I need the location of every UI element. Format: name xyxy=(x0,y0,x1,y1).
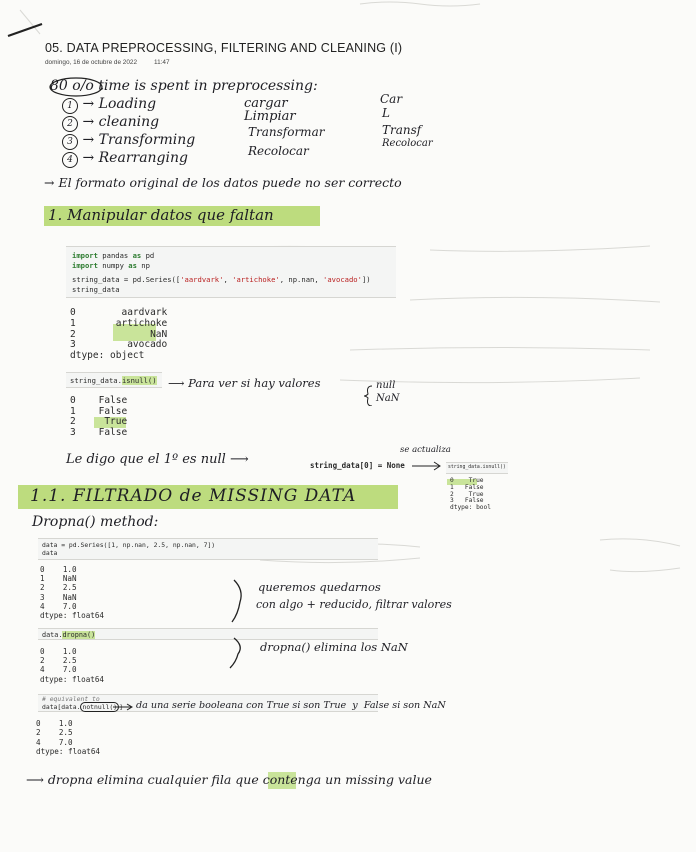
percent-line: 80 o/o time is spent in preprocessing: xyxy=(50,78,318,94)
output-line: 2 2.5 xyxy=(36,728,73,738)
output-line: 2 2.5 xyxy=(40,583,77,593)
arrow-icon: → xyxy=(44,175,59,190)
code-string: 'artichoke' xyxy=(232,275,280,285)
output-line: 3 NaN xyxy=(40,592,77,602)
isnull-note-text: Para ver si hay valores xyxy=(188,376,321,390)
output-4 xyxy=(40,647,104,684)
step-en: Rearranging xyxy=(98,150,188,166)
output-line: 0 1.0 xyxy=(36,719,73,728)
note-c: da una serie booleana con True si son True y False si son NaN xyxy=(136,700,446,711)
output-3 xyxy=(40,565,104,620)
step-4-abbr: Recolocar xyxy=(382,138,433,149)
note-a1: queremos quedarnos xyxy=(258,580,381,594)
isnull-note xyxy=(168,376,321,390)
step-3 xyxy=(62,132,195,150)
step-num: 4 xyxy=(62,152,78,168)
pen-stroke-icon xyxy=(6,20,46,42)
code-keyword: as xyxy=(128,260,137,270)
output-line: 0 False xyxy=(70,395,128,406)
page-title: 05. DATA PREPROCESSING, FILTERING AND CLEANING (I) xyxy=(45,41,403,55)
step-num: 3 xyxy=(62,134,78,150)
output-line: 4 7.0 xyxy=(40,665,77,675)
updated-note: se actualiza xyxy=(400,445,451,455)
code-cell-isnull xyxy=(66,372,162,388)
code-text: , xyxy=(223,275,233,285)
arrow-icon: ⟶ xyxy=(229,452,249,467)
output-line: 0 True xyxy=(450,477,484,484)
output-line: dtype: float64 xyxy=(40,611,105,621)
step-num: 2 xyxy=(62,116,78,132)
section11-heading: 1.1. FILTRADO de MISSING DATA xyxy=(30,486,357,506)
output-line: dtype: float64 xyxy=(36,747,101,757)
assign-note-text: Le digo que el 1º es null xyxy=(66,452,226,467)
notnull-circled: notnull() xyxy=(82,703,118,711)
format-note xyxy=(44,175,402,190)
code-text: pandas xyxy=(97,251,133,260)
output-line: 4 7.0 xyxy=(36,737,73,747)
code-comment: # equivalent to xyxy=(42,695,100,703)
output-line: 3 False xyxy=(450,497,484,505)
code-line: data = pd.Series([1, np.nan, 2.5, np.nan, 7]) xyxy=(42,541,216,549)
arrow-right-icon xyxy=(112,702,136,712)
arrow-icon: ⟶ xyxy=(26,772,48,787)
step-en: Loading xyxy=(98,96,157,112)
output-line: 2 2.5 xyxy=(40,656,77,666)
code-line-2 xyxy=(72,261,390,271)
code-line: data xyxy=(42,549,58,557)
step-3-abbr: Transf xyxy=(382,123,422,137)
isnull-note-null: null xyxy=(376,380,396,391)
code-line-1 xyxy=(72,251,390,261)
code-text: data. xyxy=(42,631,63,639)
output-line: 3 avocado xyxy=(70,339,168,351)
code-cell-2 xyxy=(38,538,378,560)
step-1 xyxy=(62,96,156,114)
code-keyword: import xyxy=(72,260,98,270)
step-num: 1 xyxy=(62,98,78,114)
output-line: dtype: object xyxy=(70,350,145,362)
code-keyword: import xyxy=(72,251,98,260)
arrow-icon: → xyxy=(82,114,95,130)
step-2 xyxy=(62,114,159,132)
output-line: 0 1.0 xyxy=(40,565,77,574)
arrow-icon: ⟶ xyxy=(168,376,189,390)
code-line: data[data. notnull() ] xyxy=(42,703,123,711)
arrow-icon: → xyxy=(82,96,95,112)
arrow-icon: → xyxy=(82,150,95,166)
assign-code: string_data[0] = None xyxy=(310,461,405,470)
output-1 xyxy=(70,308,167,362)
step-4 xyxy=(62,150,188,168)
note-b: dropna() elimina los NaN xyxy=(260,640,408,654)
output-line: 1 False xyxy=(70,405,128,417)
code-string: 'avocado' xyxy=(323,275,362,285)
code-cell-1 xyxy=(66,246,396,298)
code-keyword: as xyxy=(132,251,142,260)
code-cell-3 xyxy=(38,628,378,640)
step-2-abbr: L xyxy=(382,106,390,120)
code-text: numpy xyxy=(97,260,129,270)
isnull-note-nan: NaN xyxy=(376,393,400,404)
output-line: 0 aardvark xyxy=(70,307,168,318)
arrow-right-icon xyxy=(410,460,444,472)
bracket-icon xyxy=(228,578,248,626)
step-4-es: Recolocar xyxy=(248,144,309,158)
format-note-text: El formato original de los datos puede no ser correcto xyxy=(58,175,402,190)
code-text: string_data = pd.Series([ xyxy=(72,275,181,285)
step-1-abbr: Car xyxy=(380,92,403,106)
output-5 xyxy=(36,719,100,757)
code-text: , np.nan, xyxy=(279,275,324,285)
output-line: dtype: float64 xyxy=(40,674,105,684)
code-text: ]) xyxy=(361,275,371,285)
mini-code-cell: string_data.isnull() xyxy=(446,462,508,474)
code-text: pd xyxy=(141,251,155,260)
step-2-es: Limpiar xyxy=(244,109,296,124)
output-line: 1 False xyxy=(450,483,484,491)
final-note-text: dropna elimina cualquier fila que contenga un missing value xyxy=(47,772,432,787)
code-line-4: string_data xyxy=(72,284,120,294)
output-line: 1 artichoke xyxy=(70,317,168,329)
step-1-es: cargar xyxy=(244,96,288,111)
output-line: 2 True xyxy=(70,416,128,427)
output-2 xyxy=(70,396,127,438)
output-line: 0 1.0 xyxy=(40,647,77,656)
output-line: dtype: bool xyxy=(450,504,491,512)
final-note xyxy=(26,772,432,787)
page-date: domingo, 16 de octubre de 2022 xyxy=(45,59,138,66)
brace-icon xyxy=(362,384,376,406)
page-time: 11:47 xyxy=(154,59,170,66)
method-highlight: dropna() xyxy=(62,631,96,639)
code-line-3 xyxy=(72,275,390,285)
arrow-icon: → xyxy=(82,132,95,148)
circle-80-icon xyxy=(44,76,108,98)
dropna-title: Dropna() method: xyxy=(32,514,159,530)
assign-note xyxy=(66,452,249,467)
method-highlight: isnull() xyxy=(121,376,157,385)
section1-heading: 1. Manipular datos que faltan xyxy=(48,206,274,224)
step-3-es: Transformar xyxy=(248,125,325,139)
output-line: 1 NaN xyxy=(40,574,77,584)
mini-output xyxy=(450,478,491,512)
step-en: cleaning xyxy=(98,114,160,130)
code-string: 'aardvark' xyxy=(180,275,224,285)
output-line: 2 True xyxy=(450,490,484,498)
note-a2: con algo + reducido, filtrar valores xyxy=(256,598,452,611)
output-line: 4 7.0 xyxy=(40,601,77,611)
bracket-icon xyxy=(228,636,248,670)
output-line: 2 NaN xyxy=(70,328,168,340)
code-text: np xyxy=(136,260,150,270)
code-text: string_data. xyxy=(70,376,122,385)
output-line: 3 False xyxy=(70,426,128,438)
step-en: Transforming xyxy=(98,132,196,148)
